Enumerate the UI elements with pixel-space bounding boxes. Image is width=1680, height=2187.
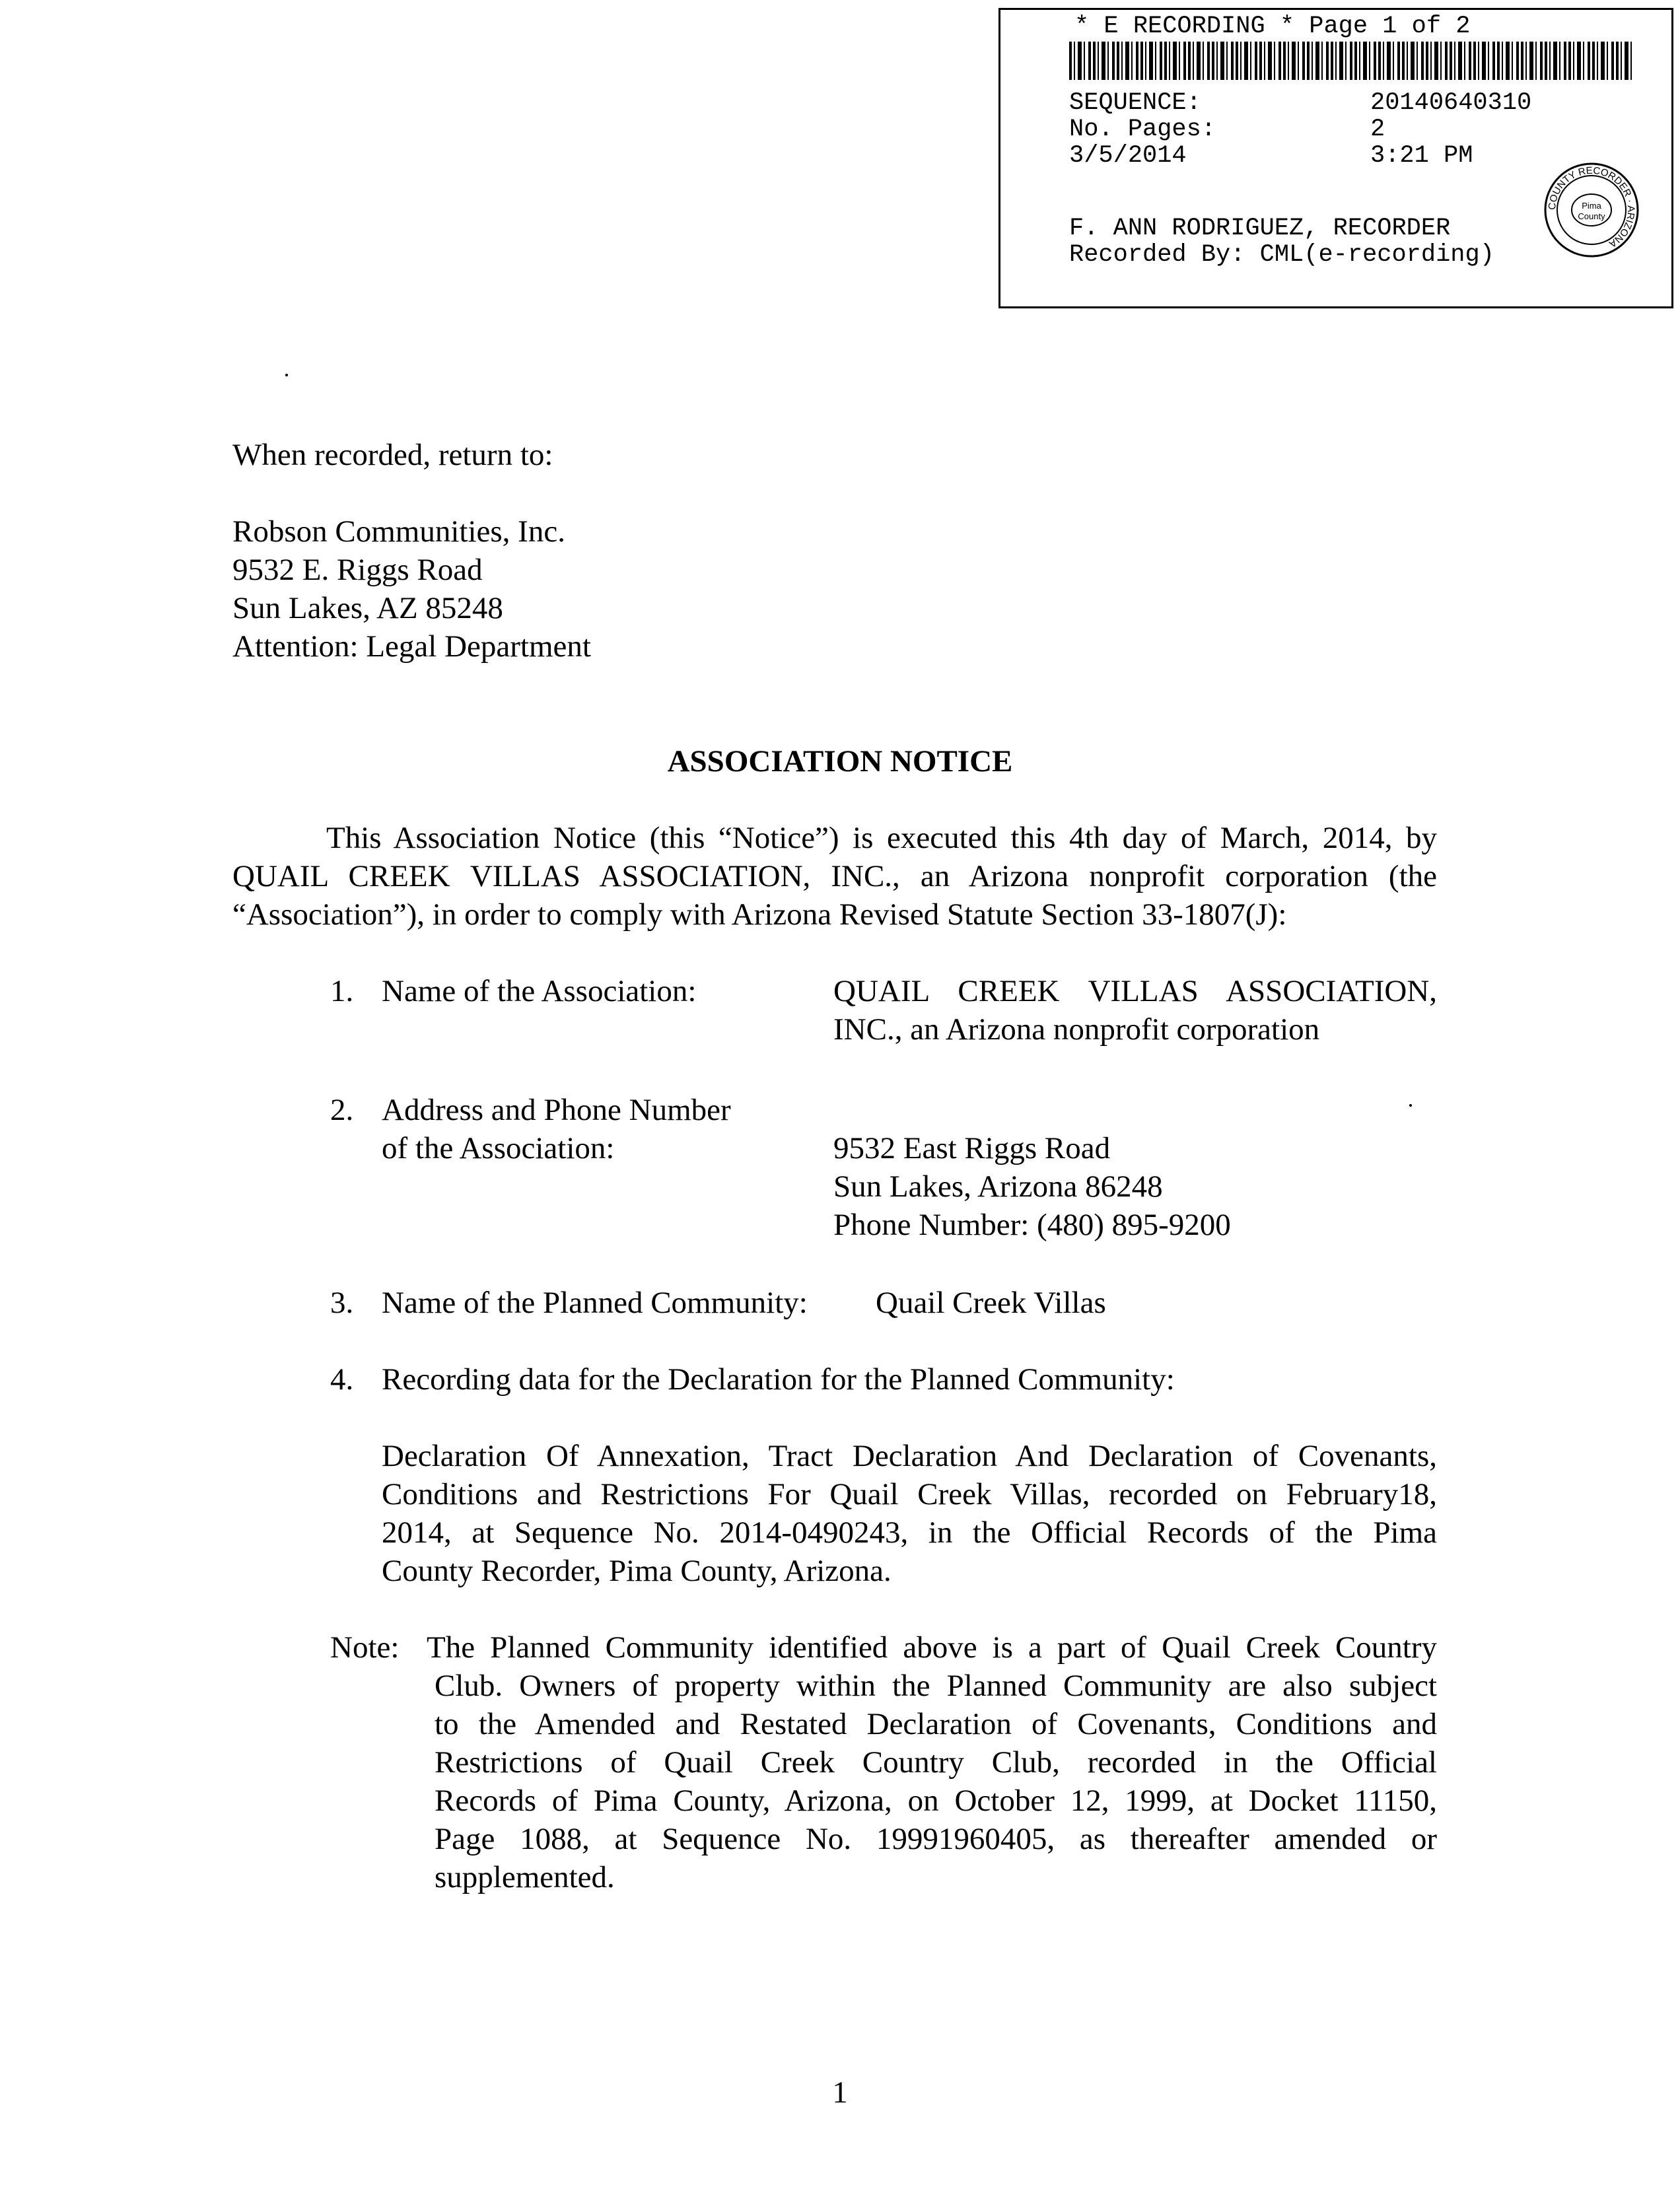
intro-line: “Association”), in order to comply with Arizona Revised Statute Section 33-1807(J): [232,897,1287,932]
item-label: Address and Phone Number [382,1093,731,1127]
declaration-detail-line: Declaration Of Annexation, Tract Declaration And Declaration of Covenants, [382,1439,1437,1473]
item-label: Name of the Planned Community: [382,1286,808,1320]
item-number: 3. [330,1286,354,1320]
return-address-line: Robson Communities, Inc. [232,514,565,549]
sequence-label: SEQUENCE: [1069,89,1201,117]
recording-stamp [998,8,1673,308]
return-address-line: Attention: Legal Department [232,629,591,664]
note-line: Restrictions of Quail Creek Country Club, recorded in the Official [435,1745,1437,1780]
seal-outer-text: COUNTY RECORDER · ARIZONA [1546,164,1637,250]
note-line: supplemented. [435,1860,615,1894]
note-line: Club. Owners of property within the Planned Community are also subject [435,1669,1437,1703]
item-label: Recording data for the Declaration for the Planned Community: [382,1362,1175,1397]
item-value: QUAIL CREEK VILLAS ASSOCIATION, [833,974,1437,1008]
note-label: Note: [330,1630,400,1665]
item-value: INC., an Arizona nonprofit corporation [833,1012,1320,1047]
record-date: 3/5/2014 [1069,142,1187,170]
seal-inner-line-1: Pima [1582,201,1601,211]
page-number: 1 [832,2075,848,2110]
item-number: 1. [330,974,354,1008]
intro-line: This Association Notice (this “Notice”) is executed this 4th day of March, 2014, by [326,821,1437,855]
note-line: Page 1088, at Sequence No. 19991960405, as thereafter amended or [435,1822,1437,1856]
note-line: Records of Pima County, Arizona, on October 12, 1999, at Docket 11150, [435,1784,1437,1818]
seal-inner-line-2: County [1578,211,1605,221]
pages-value: 2 [1370,116,1385,143]
recorder-name: F. ANN RODRIGUEZ, RECORDER [1069,215,1451,242]
note-line: The Planned Community identified above is a part of Quail Creek Country [427,1630,1437,1665]
declaration-detail-line: 2014, at Sequence No. 2014-0490243, in the Official Records of the Pima [382,1515,1437,1550]
note-line: to the Amended and Restated Declaration of Covenants, Conditions and [435,1707,1437,1741]
item-label: Name of the Association: [382,974,697,1008]
record-time: 3:21 PM [1370,142,1473,170]
document-title: ASSOCIATION NOTICE [667,744,1013,779]
return-address-line: 9532 E. Riggs Road [232,553,483,587]
item-value: Sun Lakes, Arizona 86248 [833,1169,1163,1204]
declaration-detail-line: Conditions and Restrictions For Quail Creek Villas, recorded on February18, [382,1477,1437,1511]
item-number: 2. [330,1093,354,1127]
item-number: 4. [330,1362,354,1397]
return-address-line: Sun Lakes, AZ 85248 [232,591,503,625]
county-seal-icon [1542,160,1641,260]
stray-mark [1409,1104,1412,1107]
item-value: 9532 East Riggs Road [833,1131,1111,1165]
item-label: of the Association: [382,1131,615,1165]
recorded-by: Recorded By: CML(e-recording) [1069,241,1494,269]
return-to-label: When recorded, return to: [232,438,553,472]
pages-label: No. Pages: [1069,116,1216,143]
item-value: Quail Creek Villas [876,1286,1106,1320]
declaration-detail-line: County Recorder, Pima County, Arizona. [382,1554,892,1588]
barcode [1069,42,1632,80]
sequence-value: 20140640310 [1370,89,1532,117]
stamp-header: * E RECORDING * Page 1 of 2 [1074,13,1471,40]
intro-line: QUAIL CREEK VILLAS ASSOCIATION, INC., an Arizona nonprofit corporation (the [232,859,1437,893]
item-value: Phone Number: (480) 895-9200 [833,1208,1231,1242]
stray-mark [285,374,288,376]
